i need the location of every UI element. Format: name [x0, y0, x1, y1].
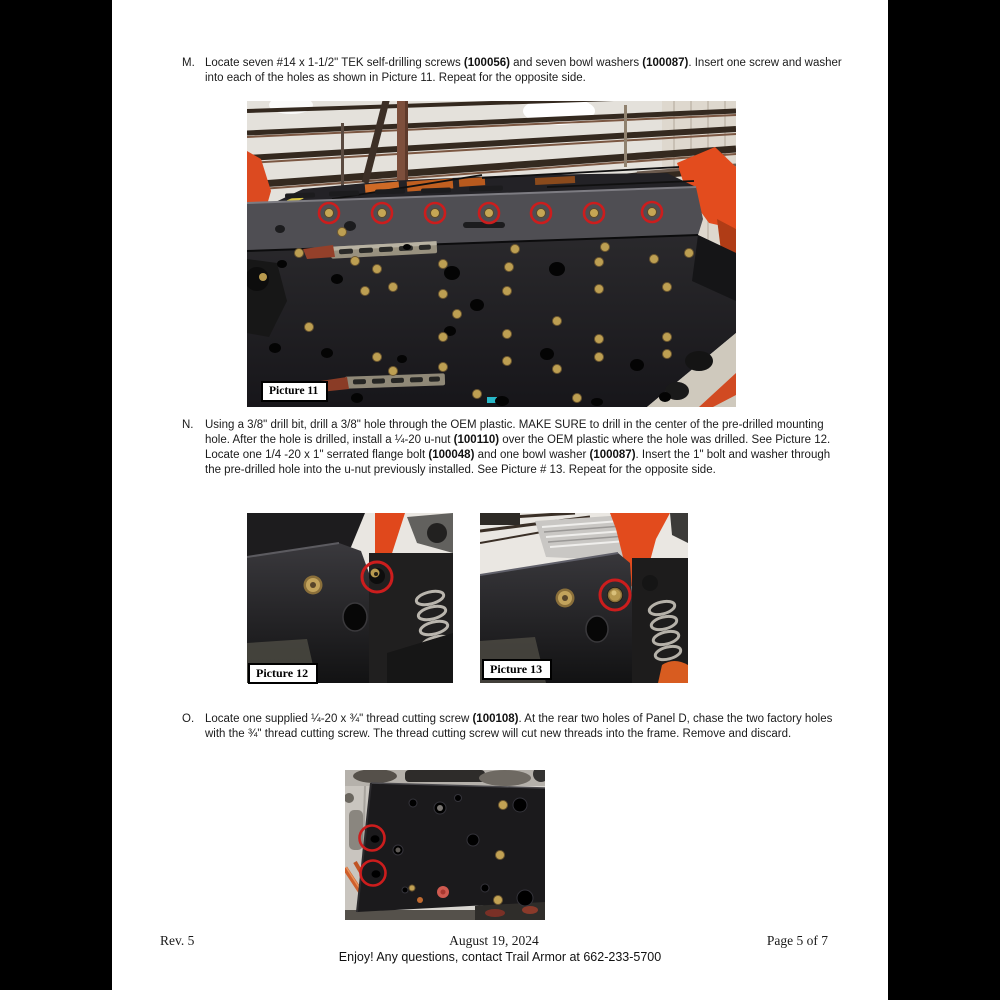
picture-11-label: Picture 11	[261, 381, 328, 402]
footer-page-number: Page 5 of 7	[766, 933, 828, 948]
step-o	[182, 712, 844, 742]
picture-12-art	[247, 513, 453, 683]
step-o-text: Locate one supplied ¼-20 x ¾" thread cutting screw (100108). At the rear two holes of Panel D, chase the two factory holes with the ¾" thread cutting screw. The thread cutting screw will cut new threads into the frame. Remove and discard.	[205, 713, 833, 740]
picture-13-art	[480, 513, 688, 683]
step-o-label: O.	[182, 713, 195, 725]
scan-border-left	[0, 0, 112, 990]
footer-revision: Rev. 5	[160, 933, 195, 948]
large-hole	[586, 616, 608, 642]
brass-washer	[556, 589, 575, 608]
step-n-text: Using a 3/8" drill bit, drill a 3/8" hole through the OEM plastic. MAKE SURE to drill in the center of the pre-drilled mounting hole. After the hole is drilled, install a ¼-20 u-nut (100110) over the OEM plastic where the hole was drilled. See Picture 12. Locate one 1/4 -20 x 1" serrated flange bolt (100048) and one bowl washer (100087). Insert the 1" bolt and washer through the pre-drilled hole into the u-nut previously installed. See Picture # 13. Repeat for the opposite side.	[205, 419, 831, 476]
picture-11-art	[247, 101, 736, 407]
picture-13-photo	[480, 513, 688, 683]
step-n-label: N.	[182, 419, 194, 431]
panel-d-art	[345, 770, 545, 920]
footer-contact-line: Enjoy! Any questions, contact Trail Armor at 662-233-5700	[338, 950, 662, 964]
step-m-label: M.	[182, 57, 195, 69]
picture-12-label: Picture 12	[248, 663, 318, 684]
brass-washer	[304, 576, 323, 595]
scan-border-right	[888, 0, 1000, 1000]
step-m	[182, 56, 844, 86]
panel-d-photo	[345, 770, 545, 920]
step-n	[182, 418, 844, 478]
picture-11-photo	[247, 101, 736, 407]
footer-date: August 19, 2024	[449, 933, 539, 948]
picture-13-label: Picture 13	[482, 659, 552, 680]
picture-12-photo	[247, 513, 453, 683]
large-hole	[343, 603, 367, 631]
step-m-text: Locate seven #14 x 1-1/2" TEK self-drilling screws (100056) and seven bowl washers (100087). Insert one screw and washer into each of the holes as shown in Picture 11. Repeat for the opposite side.	[205, 57, 842, 84]
